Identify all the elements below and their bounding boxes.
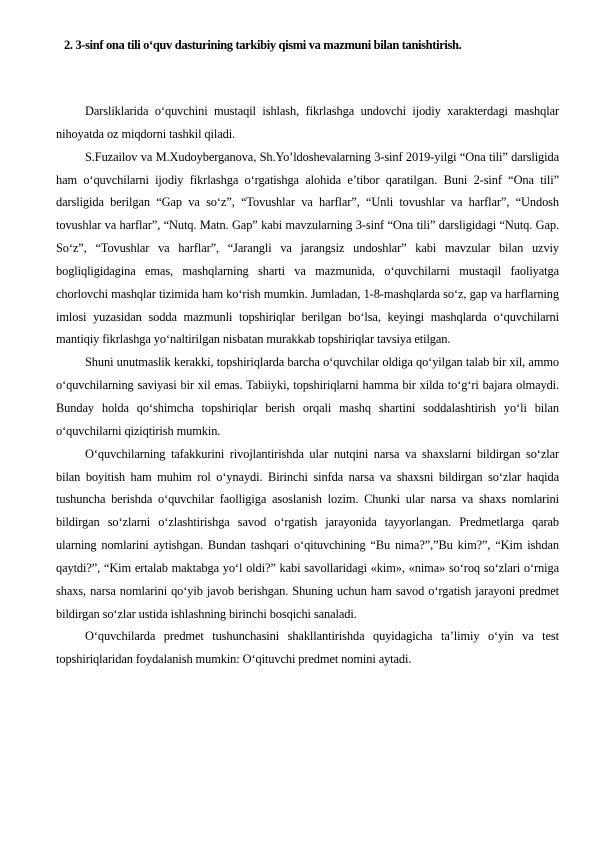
paragraph-1: Darsliklarida o‘quvchini mustaqil ishlash, fikrlashga undovchi ijodiy xarakterdagi mashqlar nihoyatda oz miqdorni tashkil qiladi.	[56, 104, 559, 141]
section-heading: 2. 3-sinf ona tili o‘quv dasturining tarkibiy qismi va mazmuni bilan tanishtirish.	[64, 38, 462, 52]
paragraph-5: O‘quvchilarda predmet tushunchasini shakllantirishda quyidagicha ta’limiy o‘yin va test topshiriqlaridan foydalanish mumkin: O‘qituvchi predmet nomini aytadi.	[56, 629, 559, 667]
document-body	[56, 100, 559, 671]
paragraph-3: Shuni unutmaslik kerakki, topshiriqlarda barcha o‘quvchilar oldiga qo‘yilgan talab bir xil, ammo o‘quvchilarning saviyasi bir xil emas. Tabiiyki, topshiriqlarni hamma bir xilda to‘g‘ri bajara olmaydi. Bunday holda qo‘shimcha topshiriqlar berish orqali mashq shartini soddalashtirish yo‘li bilan o‘quvchilarni qiziqtirish mumkin.	[56, 355, 559, 438]
paragraph-4: O‘quvchilarning tafakkurini rivojlantirishda ular nutqini narsa va shaxslarni bildirgan so‘zlar bilan boyitish ham muhim rol o‘ynaydi. Birinchi sinfda narsa va shaxsni bildirgan so‘zlar haqida tushuncha berishda o‘quvchilar faolligiga asoslanish lozim. Chunki ular narsa va shaxs nomlarini bildirgan so‘zlarni o‘zlashtirishga savod o‘rgatish jarayonida tayyorlangan. Predmetlarga qarab ularning nomlarini aytishgan. Bundan tashqari o‘qituvchining “Bu nima?”,”Bu kim?”, “Kim ishdan qaytdi?”, “Kim ertalab maktabga yo‘l oldi?” kabi savollaridagi «kim», «nima» so‘roq so‘zlari o‘rniga shaxs, narsa nomlarini qo‘yib javob berishgan. Shuning uchun ham savod o‘rgatish jarayoni predmet bildirgan so‘zlar ustida ishlashning birinchi bosqichi sanaladi.	[56, 446, 559, 621]
paragraph-2: S.Fuzailov va M.Xudoyberganova, Sh.Yo’ldoshevalarning 3-sinf 2019-yilgi “Ona tili” darsligida ham o‘quvchilarni ijodiy fikrlashga o‘rgatishga alohida e’tibor qaratilgan. Buni 2-sinf “Ona tili” darsligida berilgan “Gap va so‘z”, “Tovushlar va harflar”, “Unli tovushlar va harflar”, “Undosh tovushlar va harflar”, “Nutq. Matn. Gap” kabi mavzularning 3-sinf “Ona tili” darsligidagi “Nutq. Gap. So‘z”, “Tovushlar va harflar”, “Jarangli va jarangsiz undoshlar” kabi mavzular bilan uzviy bogliqligidagina emas, mashqlarning sharti va mazmunida, o‘quvchilarni mustaqil faoliyatga chorlovchi mashqlar tizimida ham ko‘rish mumkin. Jumladan, 1-8-mashqlarda so‘z, gap va harflarning imlosi yuzasidan sodda mazmunli topshiriqlar berilgan bo‘lsa, keyingi mashqlarda o‘quvchilarni mantiqiy fikrlashga yo‘naltirilgan nisbatan murakkab topshiriqlar tavsiya etilgan.	[56, 149, 559, 347]
